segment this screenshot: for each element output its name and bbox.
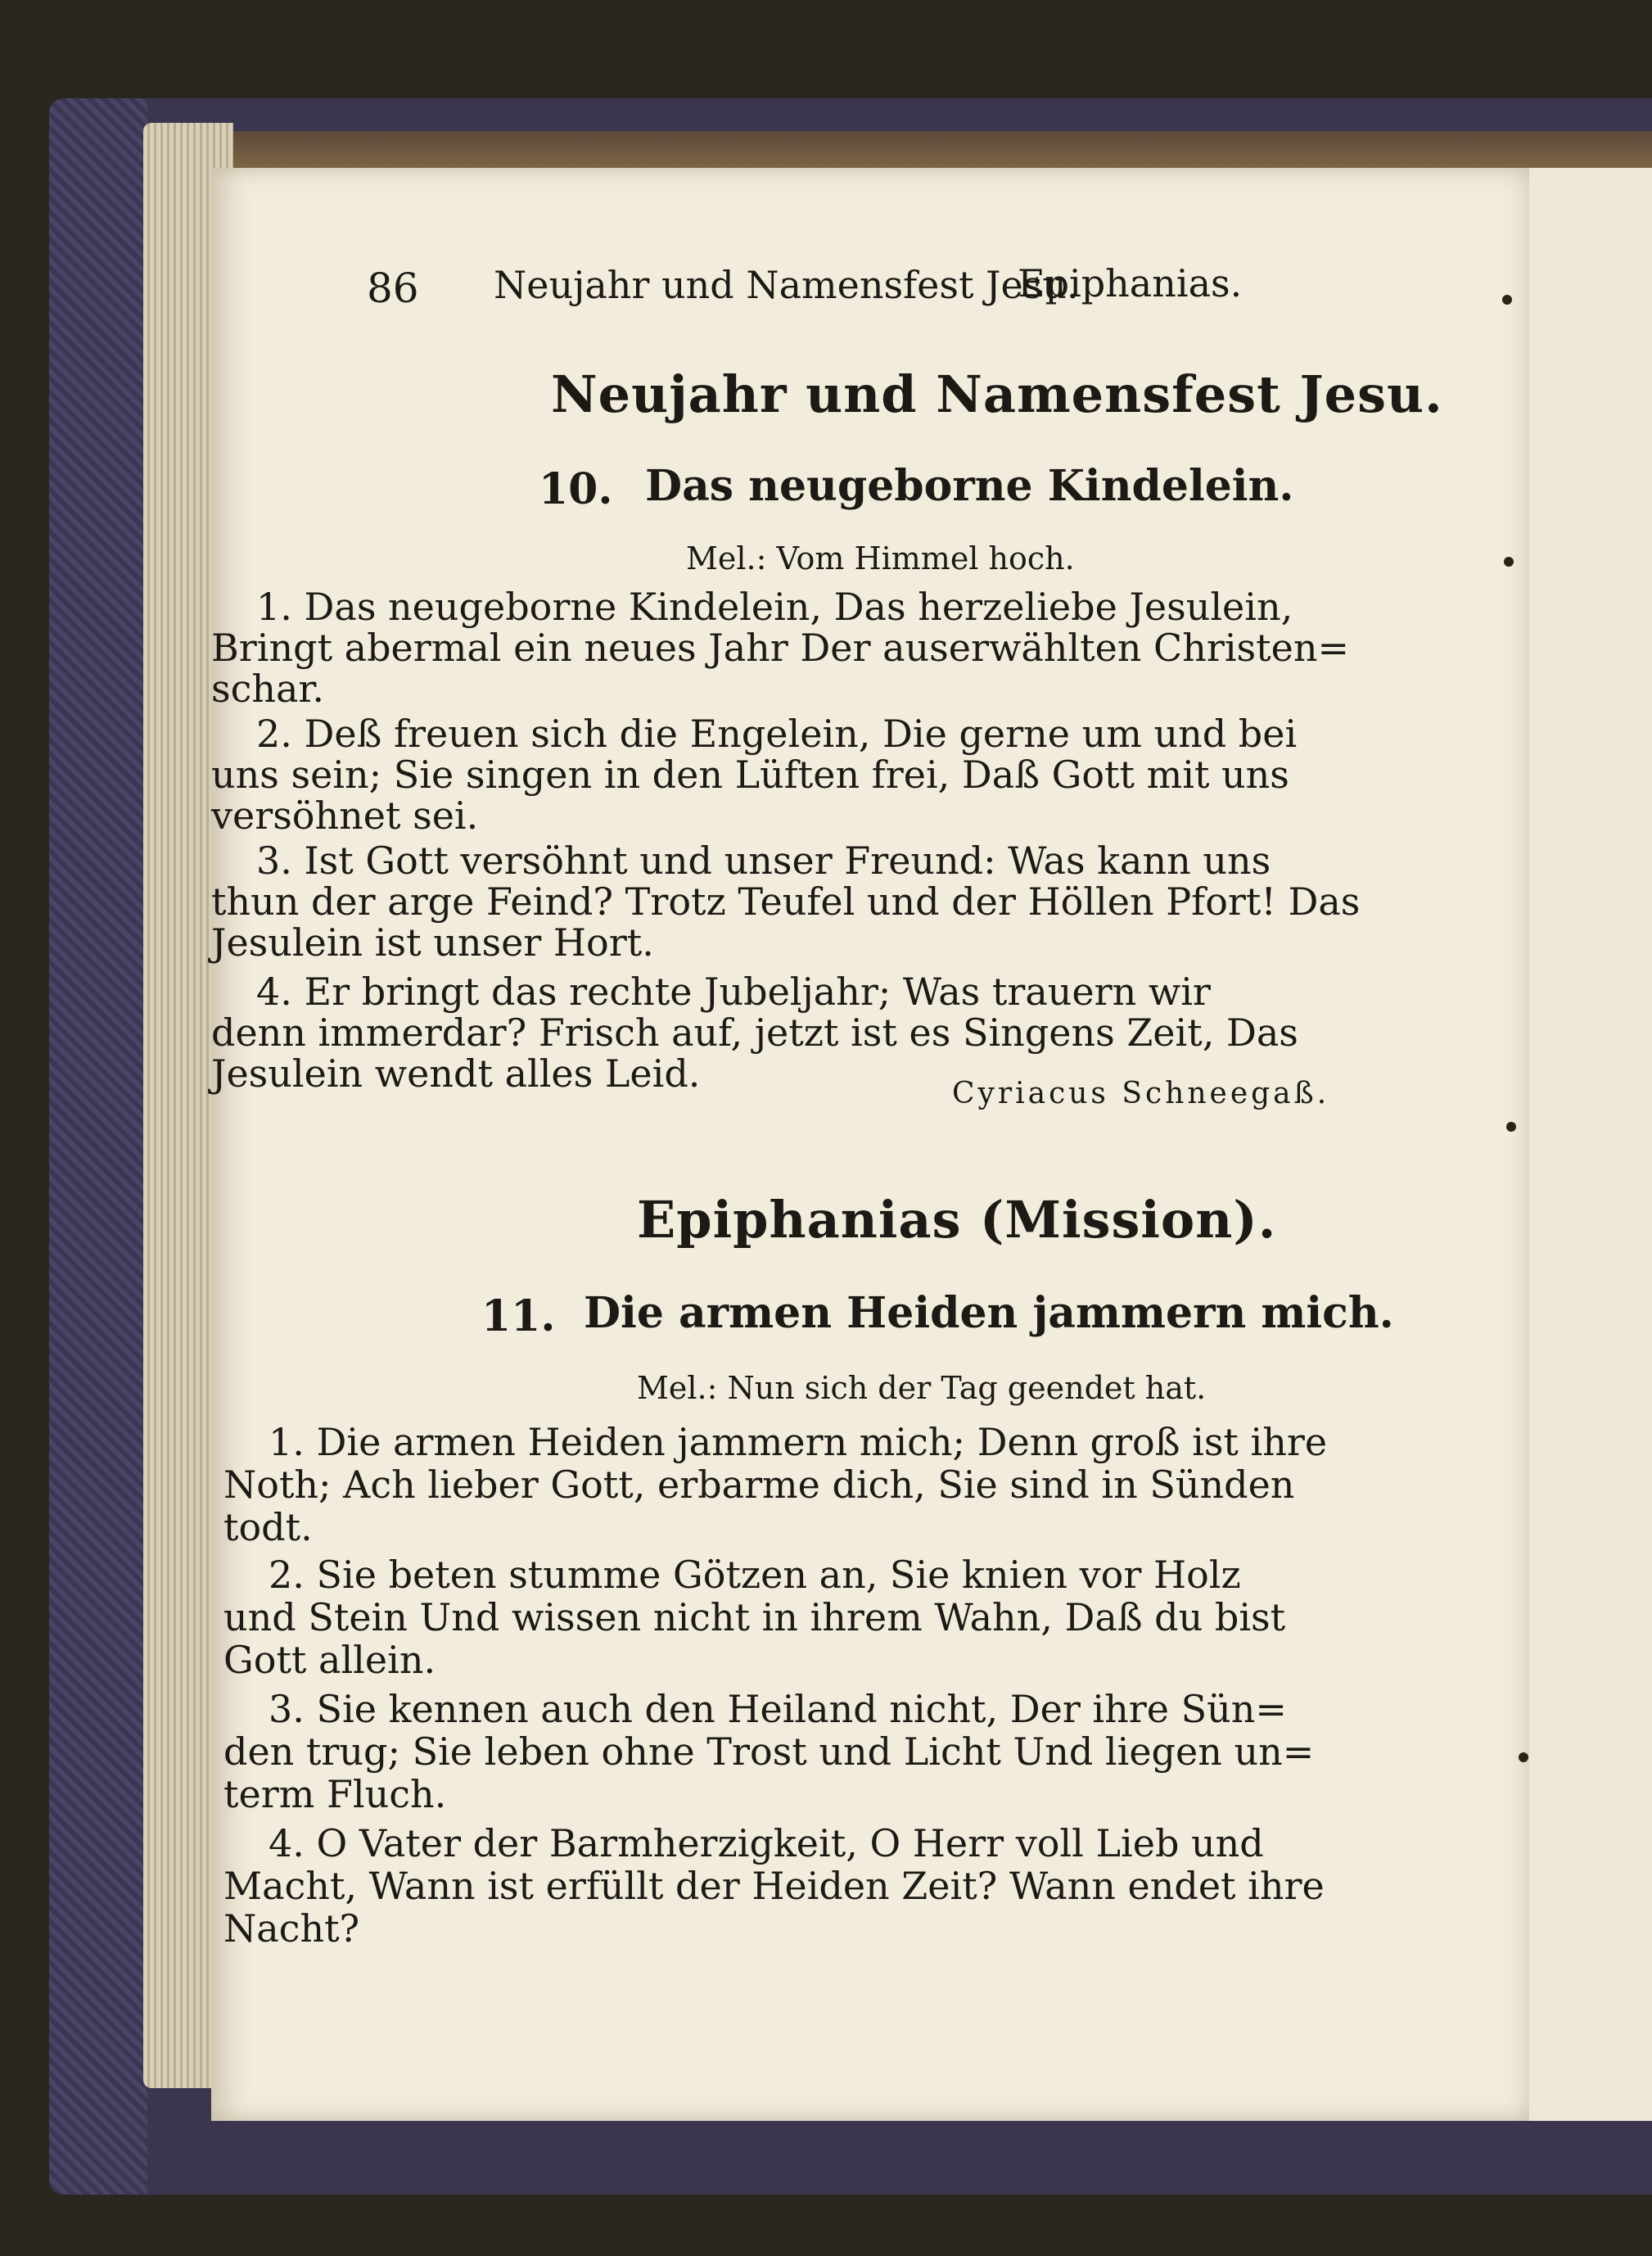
verse-line: Jesulein wendt alles Leid.	[211, 1051, 701, 1096]
book-page	[211, 168, 1529, 2121]
cover-cloth-binding	[49, 98, 147, 2195]
running-title-right: Epiphanias.	[1018, 261, 1243, 305]
page-number: 86	[367, 264, 419, 312]
verse-line: 3. Ist Gott versöhnt und unser Freund: Was kann uns	[256, 839, 1271, 883]
melody-line: Mel.: Vom Himmel hoch.	[686, 540, 1075, 576]
verse-line: denn immerdar? Frisch auf, jetzt ist es Singens Zeit, Das	[211, 1010, 1298, 1055]
verse-line: versöhnet sei.	[211, 793, 479, 838]
song-title: Das neugeborne Kindelein.	[645, 461, 1294, 511]
verse-line: Gott allein.	[223, 1638, 436, 1682]
verse-line: uns sein; Sie singen in den Lüften frei, Daß Gott mit uns	[211, 753, 1289, 797]
verse-line: 3. Sie kennen auch den Heiland nicht, Der ihre Sün=	[269, 1687, 1287, 1731]
verse-line: Jesulein ist unser Hort.	[211, 920, 654, 965]
verse-line: und Stein Und wissen nicht in ihrem Wahn, Daß du bist	[223, 1595, 1286, 1639]
song-number: 11.	[481, 1291, 556, 1341]
section-title: Neujahr und Namensfest Jesu.	[551, 364, 1443, 424]
verse-line: Macht, Wann ist erfüllt der Heiden Zeit? Wann endet ihre	[223, 1864, 1325, 1908]
running-title-left: Neujahr und Namensfest Jesu.	[494, 263, 1079, 307]
verse-line: den trug; Sie leben ohne Trost und Licht Und liegen un=	[223, 1729, 1315, 1774]
binding-hole	[1506, 1122, 1516, 1132]
verse-line: thun der arge Feind? Trotz Teufel und der Höllen Pfort! Das	[211, 879, 1361, 924]
section-title: Epiphanias (Mission).	[637, 1190, 1277, 1250]
verse-line: 2. Deß freuen sich die Engelein, Die gerne um und bei	[256, 712, 1298, 756]
binding-hole	[1502, 295, 1512, 305]
author-credit: Cyriacus Schneegaß.	[952, 1077, 1330, 1110]
verse-line: Nacht?	[223, 1906, 360, 1951]
verse-line: todt.	[223, 1505, 313, 1549]
melody-line: Mel.: Nun sich der Tag geendet hat.	[637, 1370, 1207, 1406]
binding-hole	[1519, 1752, 1528, 1762]
verse-line: term Fluch.	[223, 1772, 447, 1816]
verse-line: 1. Die armen Heiden jammern mich; Denn groß ist ihre	[269, 1420, 1328, 1464]
verse-line: 1. Das neugeborne Kindelein, Das herzeliebe Jesulein,	[256, 585, 1293, 629]
binding-hole	[1504, 557, 1514, 567]
verse-line: Noth; Ach lieber Gott, erbarme dich, Sie sind in Sünden	[223, 1463, 1295, 1507]
verse-line: 4. O Vater der Barmherzigkeit, O Herr voll Lieb und	[269, 1821, 1264, 1865]
verse-line: Bringt abermal ein neues Jahr Der auserwählten Christen=	[211, 626, 1350, 670]
song-title: Die armen Heiden jammern mich.	[584, 1288, 1394, 1338]
song-number: 10.	[539, 464, 613, 514]
verse-line: 2. Sie beten stumme Götzen an, Sie knien vor Holz	[269, 1553, 1241, 1597]
facing-page	[1523, 168, 1652, 2121]
verse-line: 4. Er bringt das rechte Jubeljahr; Was trauern wir	[256, 970, 1211, 1014]
verse-line: schar.	[211, 667, 324, 711]
